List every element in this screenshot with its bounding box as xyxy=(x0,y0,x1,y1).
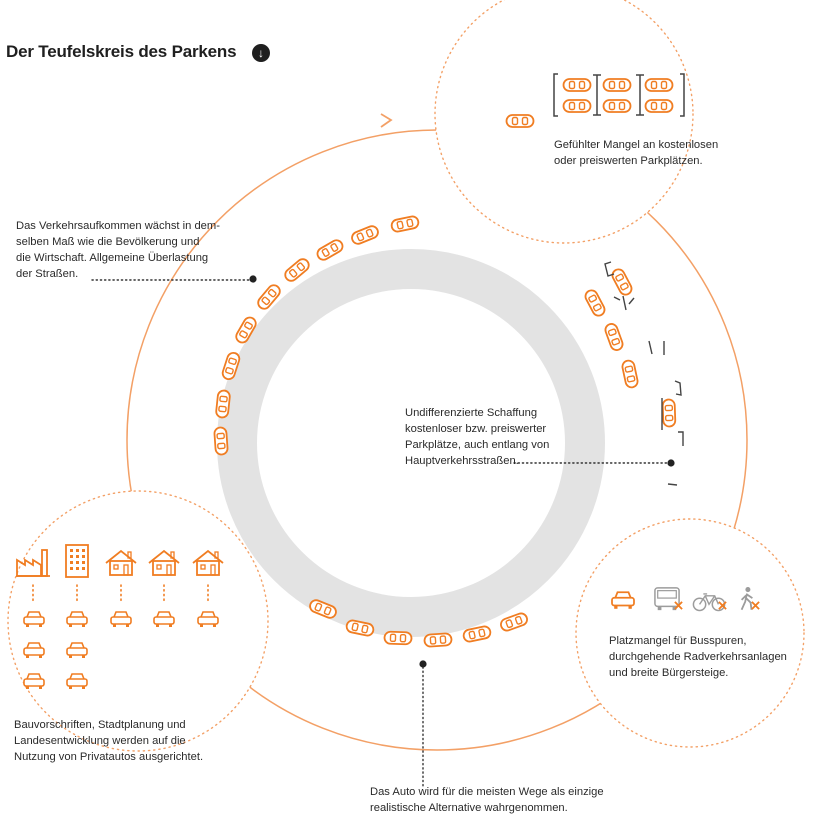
note-building-line: Landesentwicklung werden auf die xyxy=(14,735,186,747)
cycle-arrow-head xyxy=(381,114,391,127)
note-creation xyxy=(405,405,549,469)
page-title: Der Teufelskreis des Parkens xyxy=(6,42,237,61)
note-car-line: Das Auto wird für die meisten Wege als einzige xyxy=(370,786,604,798)
note-car-line: realistische Alternative wahrgenommen. xyxy=(370,802,568,814)
node-circle-building xyxy=(8,491,268,751)
note-shortage xyxy=(554,137,718,169)
note-creation-line: kostenloser bzw. preiswerter xyxy=(405,423,547,435)
note-traffic xyxy=(16,218,220,282)
note-building-line: Bauvorschriften, Stadtplanung und xyxy=(14,719,186,731)
note-traffic-line: selben Maß wie die Bevölkerung und xyxy=(16,236,200,248)
note-space-line: Platzmangel für Busspuren, xyxy=(609,635,747,647)
note-shortage-line: oder preiswerten Parkplätzen. xyxy=(554,155,703,167)
note-space-line: durchgehende Radverkehrsanlagen xyxy=(609,651,787,663)
note-space xyxy=(609,633,787,681)
note-traffic-line: Das Verkehrsaufkommen wächst in dem- xyxy=(16,220,220,232)
note-shortage-line: Gefühlter Mangel an kostenlosen xyxy=(554,139,719,151)
note-building xyxy=(14,717,203,765)
arrow-down-circle-icon[interactable]: ↓ xyxy=(252,44,270,62)
note-creation-line: Undifferenzierte Schaffung xyxy=(405,407,538,419)
note-creation-line: Parkplätze, auch entlang von xyxy=(405,439,550,451)
note-creation-line: Hauptverkehrsstraßen. xyxy=(405,455,519,467)
note-car xyxy=(370,784,604,816)
note-space-line: und breite Bürgersteige. xyxy=(609,667,729,679)
note-traffic-line: der Straßen. xyxy=(16,268,79,280)
note-building-line: Nutzung von Privatautos ausgerichtet. xyxy=(14,751,204,763)
note-traffic-line: die Wirtschaft. Allgemeine Überlastung xyxy=(16,252,209,264)
node-circle-shortage xyxy=(435,0,693,243)
